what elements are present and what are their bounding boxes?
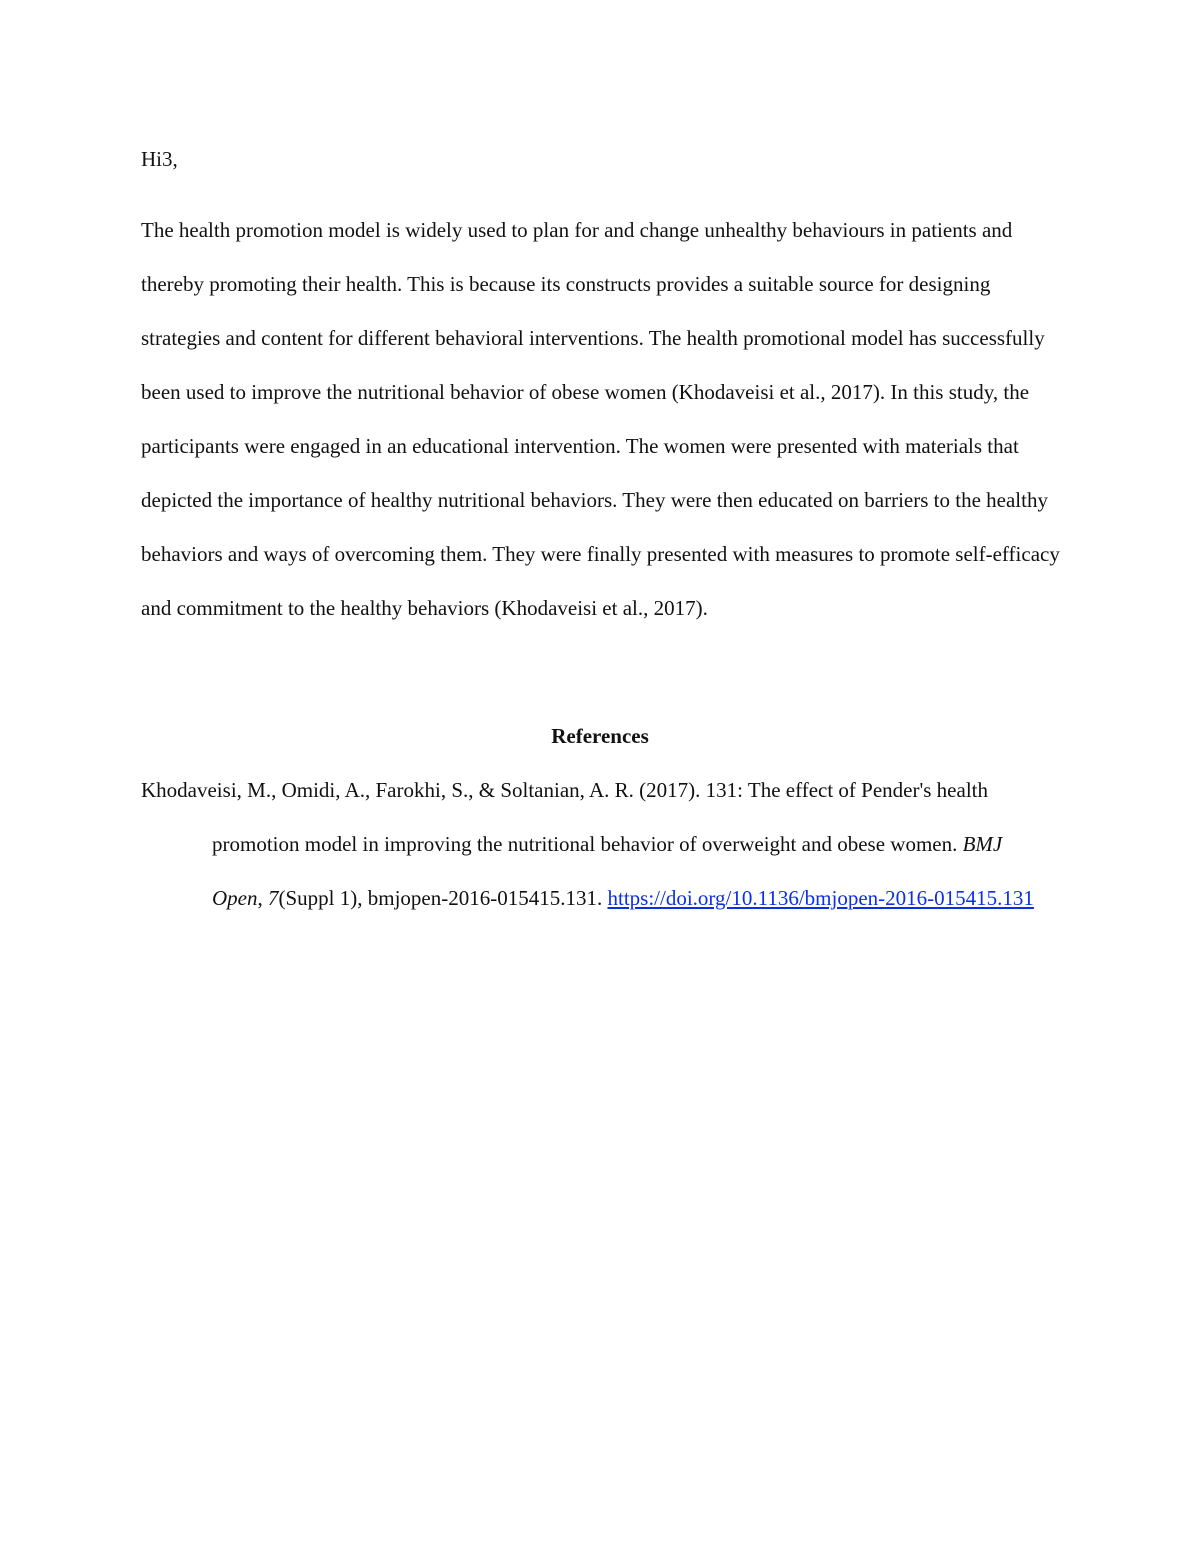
reference-journal: BMJ Open <box>212 832 1003 910</box>
reference-entry <box>141 763 1041 925</box>
greeting-line: Hi3, <box>141 147 178 171</box>
references-heading: References <box>551 724 649 748</box>
reference-volume: 7 <box>268 886 279 910</box>
reference-authors-title: Khodaveisi, M., Omidi, A., Farokhi, S., & Soltanian, A. R. (2017). 131: The effect of Pender's health promotion model in improving the nutritional behavior of overweight and obese women. <box>141 778 988 856</box>
body-paragraph: The health promotion model is widely used to plan for and change unhealthy behaviours in patients and thereby promoting their health. This is because its constructs provides a suitable source for designing strategies and content for different behavioral interventions. The health promotional model has successfully been used to improve the nutritional behavior of obese women (Khodaveisi et al., 2017). In this study, the participants were engaged in an educational intervention. The women were presented with materials that depicted the importance of healthy nutritional behaviors. They were then educated on barriers to the healthy behaviors and ways of overcoming them. They were finally presented with measures to promote self-efficacy and commitment to the healthy behaviors (Khodaveisi et al., 2017). <box>141 218 1060 620</box>
reference-comma: , <box>257 886 263 910</box>
doi-link[interactable]: https://doi.org/10.1136/bmjopen-2016-015415.131 <box>607 886 1034 910</box>
reference-issue-pages: (Suppl 1), bmjopen-2016-015415.131. <box>278 886 603 910</box>
